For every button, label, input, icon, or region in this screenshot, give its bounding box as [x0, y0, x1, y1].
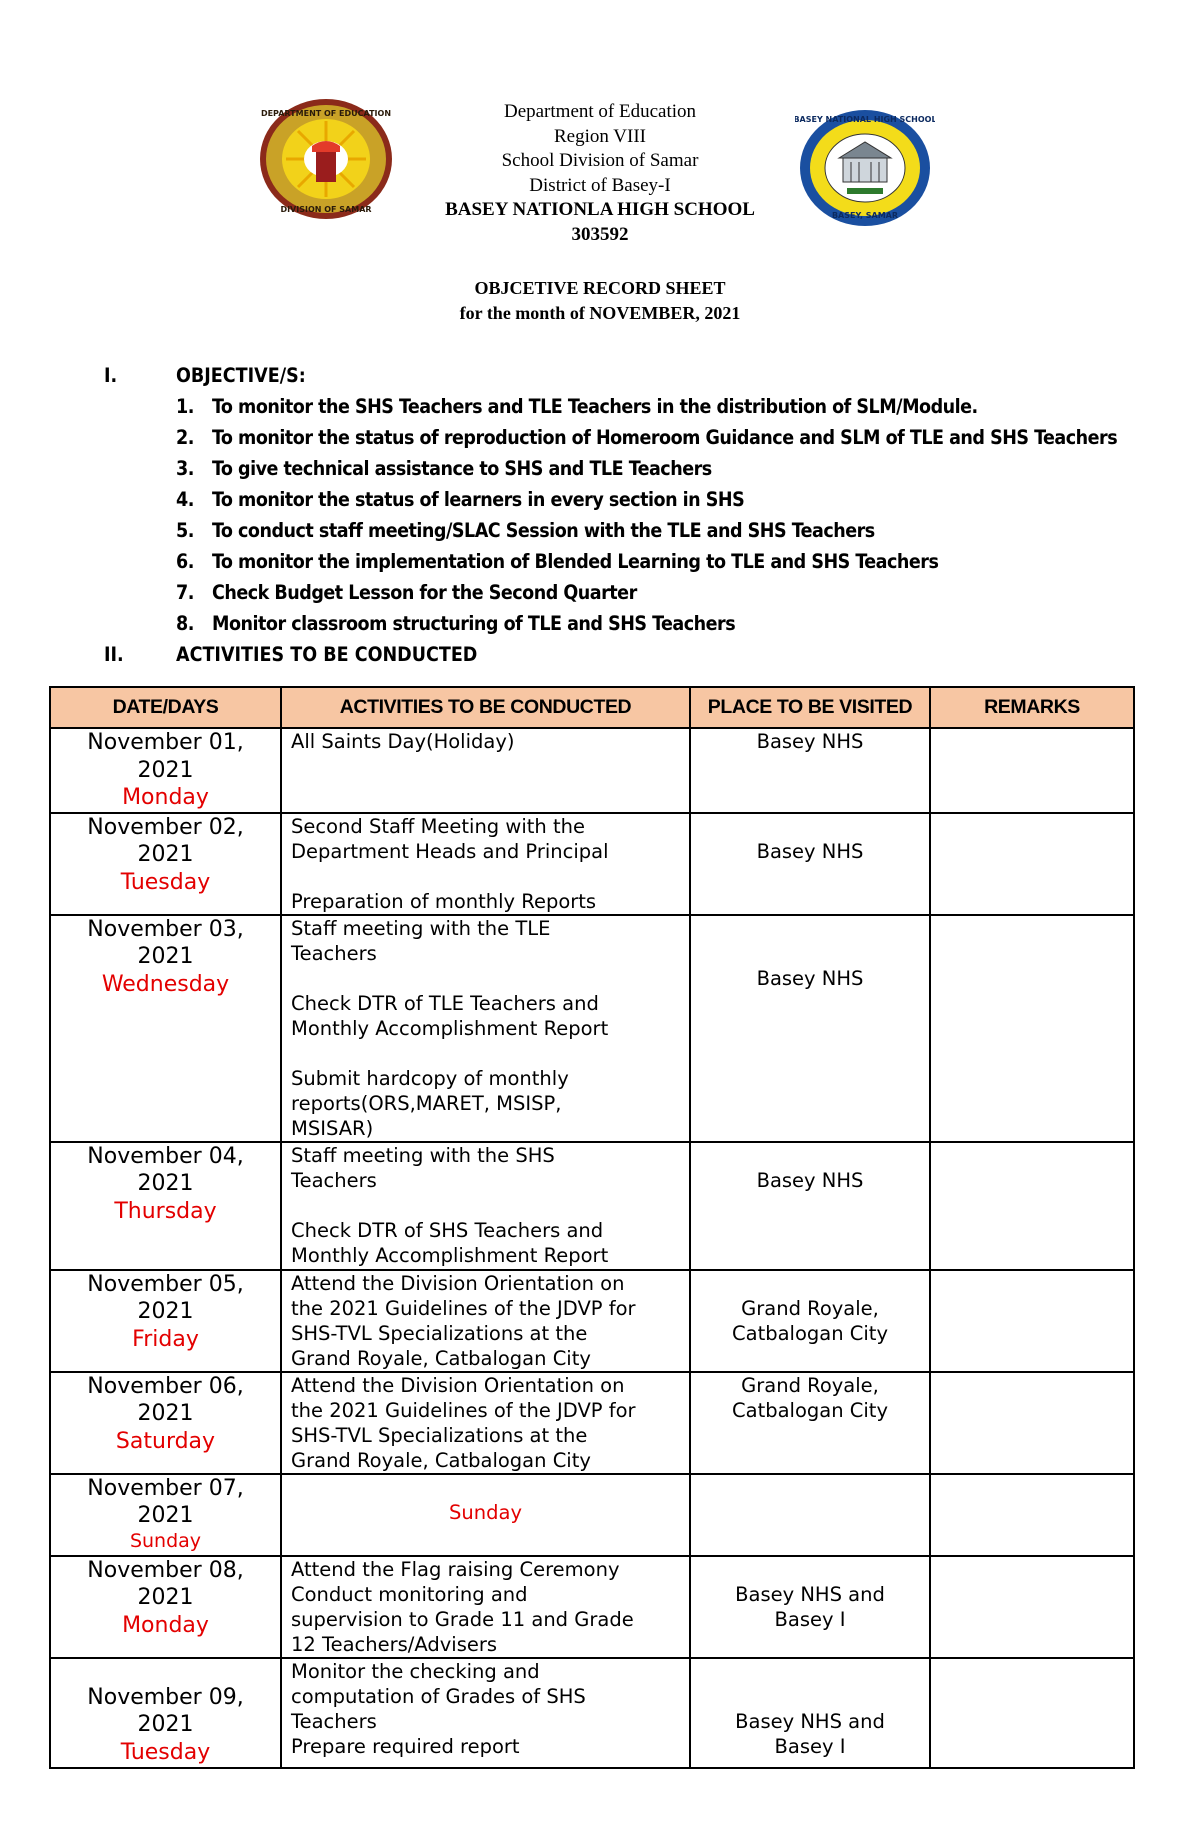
objectives-section — [104, 360, 1164, 670]
letterhead-line: Department of Education — [503, 101, 697, 122]
letterhead-line: School Division of Samar — [501, 150, 699, 171]
table-row — [50, 1658, 1134, 1768]
section-numeral: II. — [104, 643, 124, 666]
activities-cell: Staff meeting with the TLE Teachers Check DTR of TLE Teachers and Monthly Accomplishment Report Submit hardcopy of monthly reports(ORS,MARET, MSISP, MSISAR) — [281, 915, 690, 1142]
objective-item: 7. Check Budget Lesson for the Second Quarter — [176, 581, 637, 604]
section-heading — [104, 639, 1164, 670]
remarks-cell — [930, 1658, 1134, 1768]
place-cell: Grand Royale, Catbalogan City — [690, 1372, 930, 1474]
activities-cell: Staff meeting with the SHS Teachers Check DTR of SHS Teachers and Monthly Accomplishment Report — [281, 1142, 690, 1270]
objective-item: 3. To give technical assistance to SHS and TLE Teachers — [176, 457, 712, 480]
table-header-row — [50, 687, 1134, 728]
svg-text:BASEY NATIONAL HIGH SCHOOL: BASEY NATIONAL HIGH SCHOOL — [795, 115, 935, 124]
weekday: Monday — [122, 1612, 209, 1638]
section-title: OBJECTIVE/S: — [176, 364, 306, 387]
activities-cell: Attend the Division Orientation on the 2021 Guidelines of the JDVP for SHS-TVL Specializations at the Grand Royale, Catbalogan City — [281, 1270, 690, 1372]
weekday: Saturday — [115, 1428, 216, 1454]
header-remarks: REMARKS — [930, 687, 1134, 728]
activities-cell: All Saints Day(Holiday) — [281, 728, 690, 813]
weekday: Thursday — [114, 1198, 217, 1224]
section-heading — [104, 360, 1164, 391]
date-cell: November 09, 2021 Tuesday — [50, 1658, 281, 1768]
table-row — [50, 728, 1134, 813]
objective-item: 1. To monitor the SHS Teachers and TLE Teachers in the distribution of SLM/Module. — [176, 395, 978, 418]
remarks-cell — [930, 1270, 1134, 1372]
weekday: Tuesday — [120, 869, 211, 895]
date-cell: November 08, 2021 Monday — [50, 1556, 281, 1658]
objective-item: 5. To conduct staff meeting/SLAC Session with the TLE and SHS Teachers — [176, 519, 875, 542]
document-subtitle: for the month of NOVEMBER, 2021 — [459, 303, 741, 323]
deped-division-seal — [256, 96, 396, 222]
remarks-cell — [930, 1372, 1134, 1474]
school-id: 303592 — [571, 223, 629, 245]
place-cell: Basey NHS — [690, 728, 930, 813]
table-row — [50, 915, 1134, 1142]
place-cell — [690, 1474, 930, 1556]
remarks-cell — [930, 728, 1134, 813]
objective-item: 6. To monitor the implementation of Blended Learning to TLE and SHS Teachers — [176, 550, 939, 573]
place-cell: Basey NHS and Basey I — [690, 1658, 930, 1768]
document-title-block — [380, 276, 820, 326]
letterhead-line: Region VIII — [554, 125, 646, 147]
activities-cell: Second Staff Meeting with the Department Heads and Principal Preparation of monthly Reports — [281, 813, 690, 915]
header-activities: ACTIVITIES TO BE CONDUCTED — [281, 687, 690, 728]
activities-cell: Attend the Flag raising Ceremony Conduct monitoring and supervision to Grade 11 and Grade 12 Teachers/Advisers — [281, 1556, 690, 1658]
table-row — [50, 1142, 1134, 1270]
date-cell: November 02, 2021 Tuesday — [50, 813, 281, 915]
objective-item: 8. Monitor classroom structuring of TLE and SHS Teachers — [176, 612, 736, 635]
letterhead-line: District of Basey-I — [529, 174, 671, 196]
section-numeral: I. — [104, 364, 118, 387]
activities-cell: Monitor the checking and computation of Grades of SHS Teachers Prepare required report — [281, 1658, 690, 1768]
place-cell: Grand Royale, Catbalogan City — [690, 1270, 930, 1372]
section-title: ACTIVITIES TO BE CONDUCTED — [176, 643, 478, 666]
objective-item: 4. To monitor the status of learners in every section in SHS — [176, 488, 745, 511]
weekday: Monday — [122, 785, 209, 810]
document-title: OBJCETIVE RECORD SHEET — [474, 278, 726, 298]
activities-cell: Attend the Division Orientation on the 2021 Guidelines of the JDVP for SHS-TVL Specializations at the Grand Royale, Catbalogan City — [281, 1372, 690, 1474]
header-place: PLACE TO BE VISITED — [690, 687, 930, 728]
date-cell: November 06, 2021 Saturday — [50, 1372, 281, 1474]
date-cell: November 03, 2021 Wednesday — [50, 915, 281, 1142]
svg-text:DIVISION OF SAMAR: DIVISION OF SAMAR — [280, 205, 372, 214]
place-cell: Basey NHS and Basey I — [690, 1556, 930, 1658]
table-row — [50, 1372, 1134, 1474]
letterhead — [380, 100, 820, 247]
svg-text:DEPARTMENT OF EDUCATION: DEPARTMENT OF EDUCATION — [260, 109, 392, 118]
remarks-cell — [930, 915, 1134, 1142]
remarks-cell — [930, 813, 1134, 915]
table-row — [50, 1556, 1134, 1658]
table-row — [50, 1474, 1134, 1556]
weekday: Sunday — [129, 1529, 202, 1552]
date-cell: November 05, 2021 Friday — [50, 1270, 281, 1372]
remarks-cell — [930, 1474, 1134, 1556]
place-cell: Basey NHS — [690, 813, 930, 915]
school-name: BASEY NATIONLA HIGH SCHOOL — [445, 199, 755, 220]
weekday: Friday — [132, 1326, 199, 1352]
date-cell: November 01, 2021 Monday — [50, 728, 281, 813]
weekday: Tuesday — [120, 1739, 211, 1765]
table-row — [50, 1270, 1134, 1372]
weekday: Wednesday — [101, 971, 230, 997]
place-cell: Basey NHS — [690, 1142, 930, 1270]
svg-text:BASEY, SAMAR: BASEY, SAMAR — [831, 211, 899, 220]
date-cell: November 07, 2021 Sunday — [50, 1474, 281, 1556]
remarks-cell — [930, 1142, 1134, 1270]
table-row — [50, 813, 1134, 915]
activities-table — [49, 686, 1135, 1769]
objective-item: 2. To monitor the status of reproduction of Homeroom Guidance and SLM of TLE and SHS Teachers — [176, 426, 1118, 449]
remarks-cell — [930, 1556, 1134, 1658]
place-cell: Basey NHS — [690, 915, 930, 1142]
activities-cell: Sunday — [281, 1474, 690, 1556]
date-cell: November 04, 2021 Thursday — [50, 1142, 281, 1270]
header-date: DATE/DAYS — [50, 687, 281, 728]
